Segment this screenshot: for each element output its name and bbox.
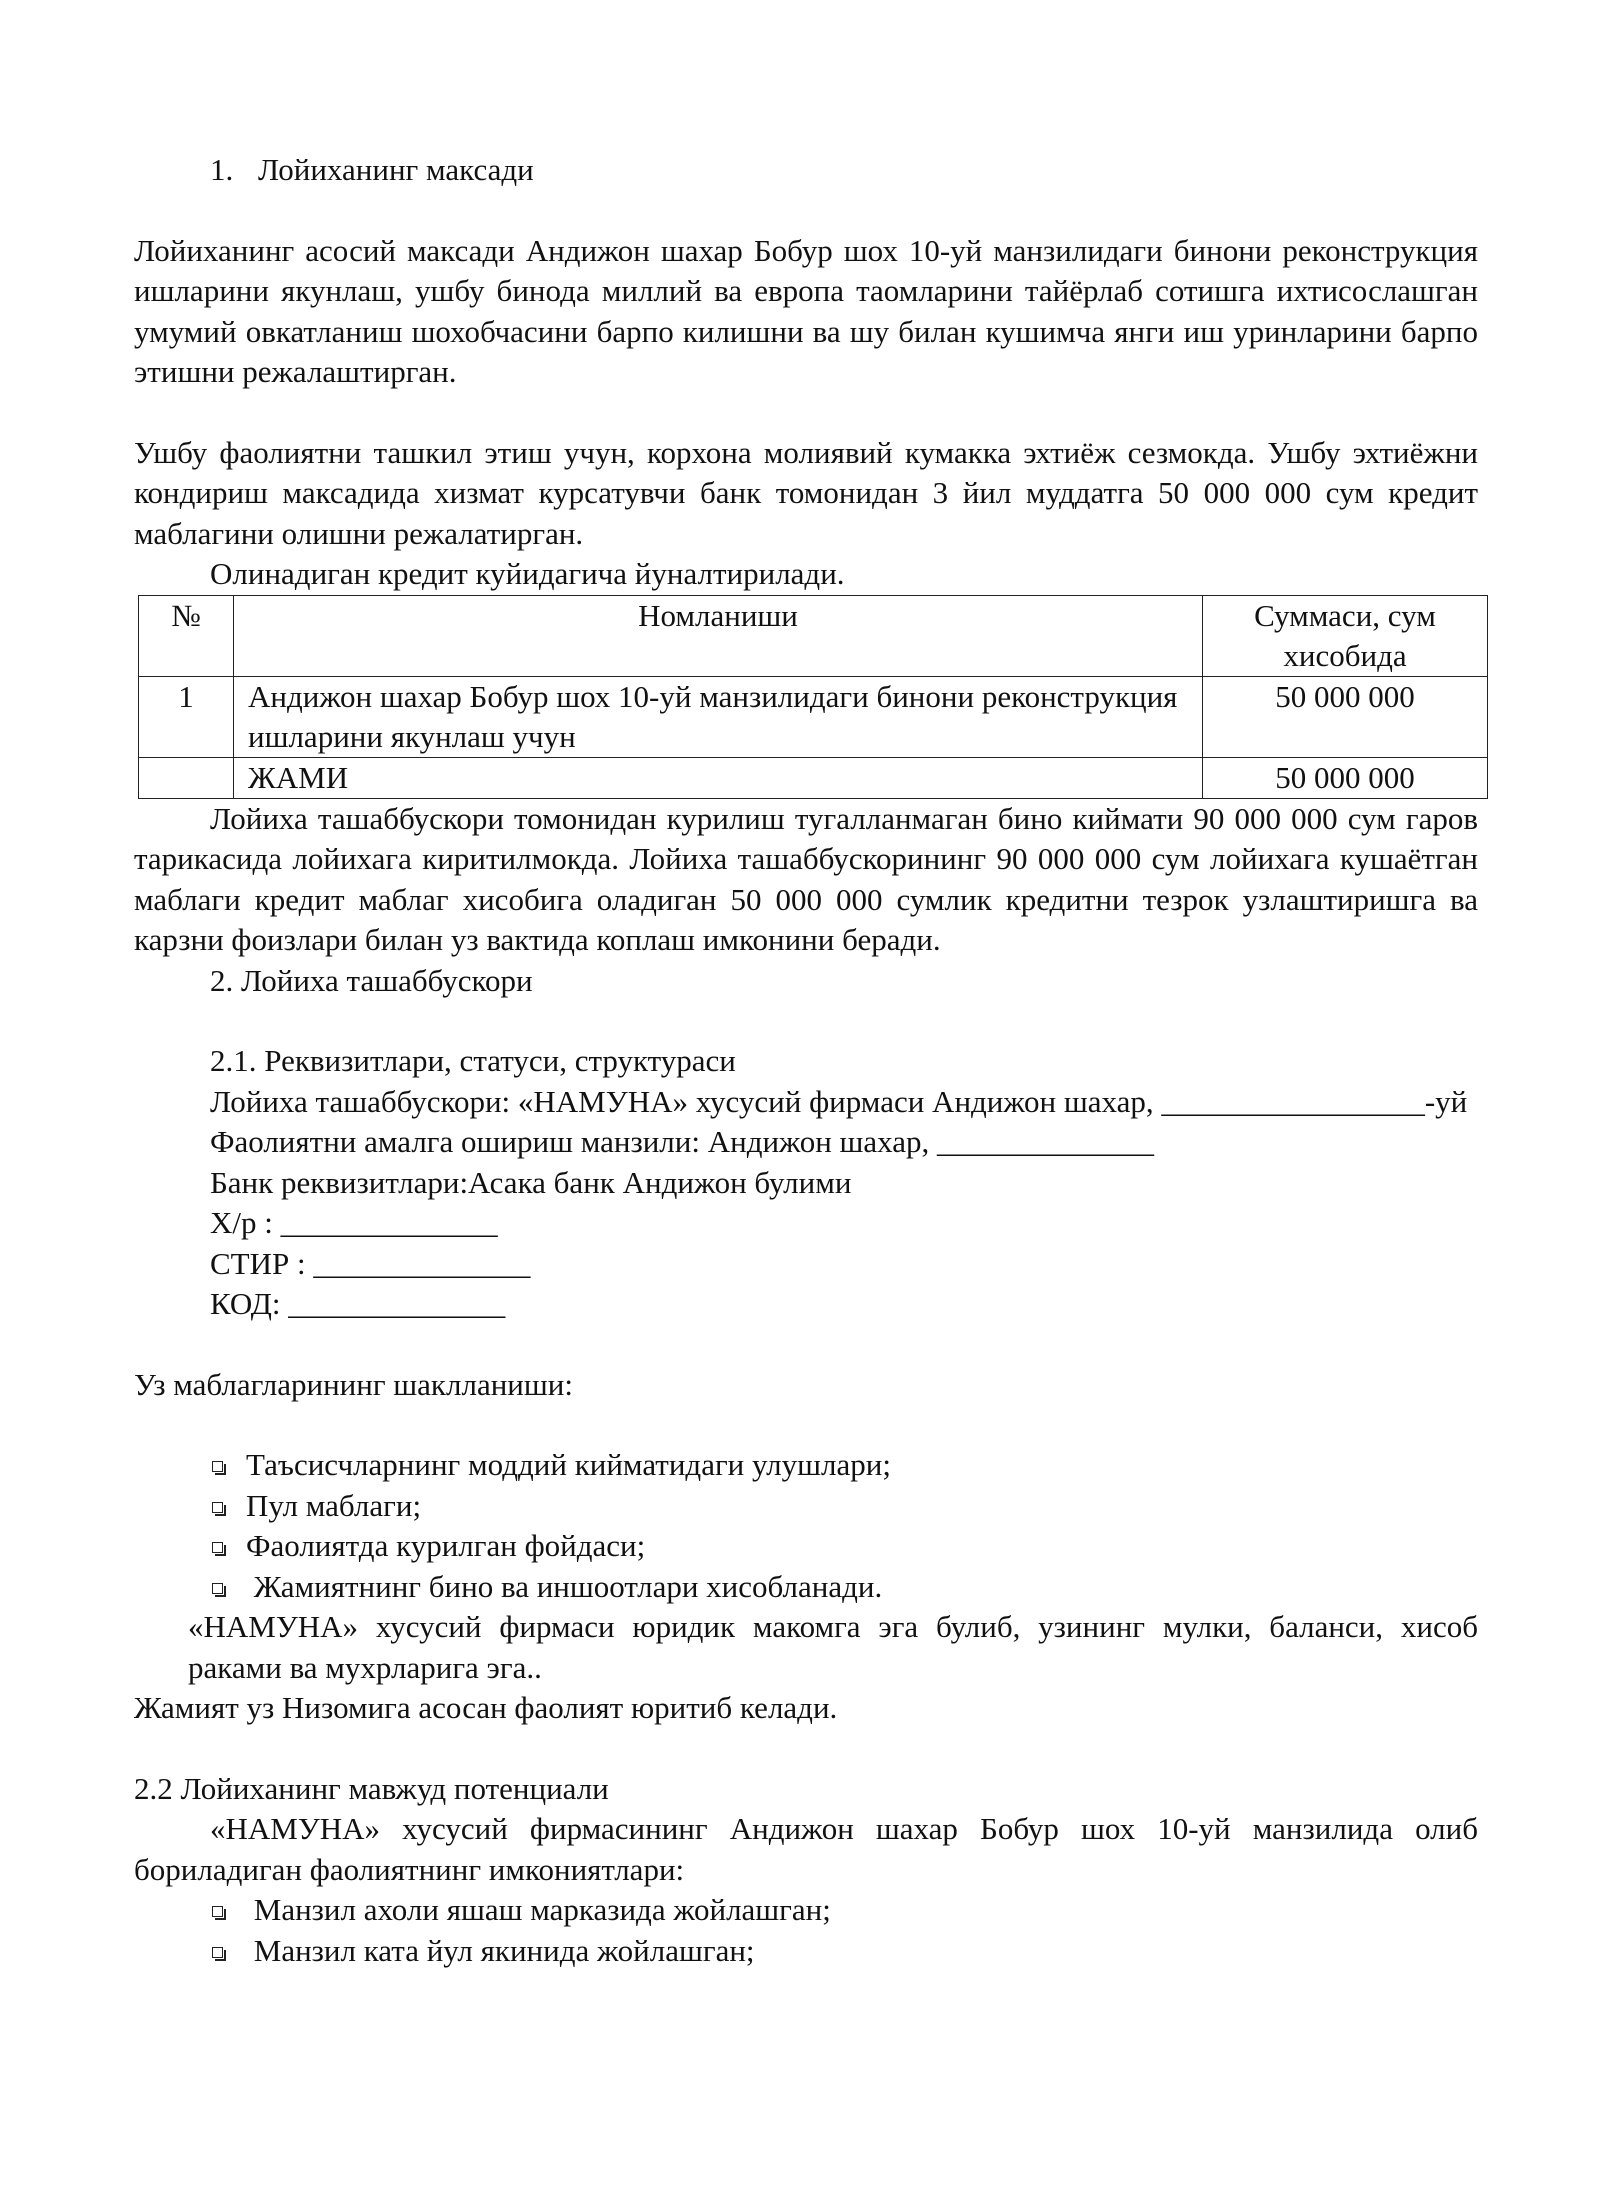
section1-paragraph-credit: Ушбу фаолиятни ташкил этиш учун, корхона молиявий кумакка эхтиёж сезмокда. Ушбу эхтиёжни кондириш максадида хизмат курсатувчи банк томонидан 3 йил муддатга 50 000 000 сум кредит маблагини олишни режалатирган. (134, 434, 1478, 551)
list-item: Таъсисчларнинг моддий кийматидаги улушлари; (210, 1445, 1478, 1486)
credit-table (138, 595, 1488, 799)
list-item: Манзил ката йул якинида жойлашган; (210, 1931, 1478, 1972)
square-bullet-icon (212, 1502, 223, 1513)
table-header-name: Номланиши (234, 595, 1203, 676)
list-item: Жамиятнинг бино ва иншоотлари хисобланади. (210, 1567, 1478, 1608)
table-total-sum: 50 000 000 (1203, 757, 1488, 798)
bank-line: Банк реквизитлари:Асака банк Андижон булими (210, 1164, 852, 1200)
funds-title: Уз маблагларининг шаклланиши: (134, 1366, 573, 1402)
square-bullet-icon (212, 1906, 223, 1917)
list-item: Манзил ахоли яшаш марказида жойлашган; (210, 1890, 1478, 1931)
stir-line: СТИР : ______________ (210, 1245, 531, 1281)
list-item: Пул маблаги; (210, 1486, 1478, 1527)
section2-1-title: 2.1. Реквизитлари, статуси, структураси (210, 1043, 736, 1078)
table-cell-name: Андижон шахар Бобур шох 10-уй манзилидаги бинони реконструкция ишларини якунлаш учун (234, 676, 1203, 757)
table-header-sum: Суммаси, сум хисобида (1203, 595, 1488, 676)
section1-title: Лойиханинг максади (258, 152, 534, 187)
table-total-row (139, 757, 1488, 798)
list-item: Фаолиятда курилган фойдаси; (210, 1526, 1478, 1567)
code-line: КОД: ______________ (210, 1286, 506, 1321)
square-bullet-icon (212, 1947, 223, 1958)
table-row (139, 676, 1488, 757)
table-total-label: ЖАМИ (234, 757, 1203, 798)
account-line: Х/р : ______________ (210, 1205, 498, 1240)
charter-line: Жамият уз Низомига асосан фаолият юритиб келади. (134, 1690, 838, 1725)
square-bullet-icon (212, 1542, 223, 1553)
table-intro: Олинадиган кредит куйидагича йуналтирилади. (210, 556, 845, 591)
section2-2-title: 2.2 Лойиханинг мавжуд потенциали (134, 1770, 609, 1806)
potential-paragraph: «НАМУНА» хусусий фирмасининг Андижон шахар Бобур шох 10-уй манзилида олиб бориладиган фаолиятнинг имкониятлари: (134, 1811, 1478, 1887)
table-cell-number: 1 (139, 676, 234, 757)
collateral-paragraph: Лойиха ташаббускори томонидан курилиш тугалланмаган бино киймати 90 000 000 сум гаров тарикасида лойихага киритилмокда. Лойиха ташаббускорининг 90 000 000 сум лойихага кушаётган маблаги кредит маблаг хисобига оладиган 50 000 000 сумлик кредитни тезрок узлаштиришга ва карзни фоизлари билан уз вактида коплаш имконини беради. (134, 800, 1478, 957)
funds-list (134, 1445, 1478, 1607)
square-bullet-icon (212, 1583, 223, 1594)
potential-list (134, 1890, 1478, 1971)
table-header-number: № (139, 595, 234, 676)
address-line: Фаолиятни амалга ошириш манзили: Андижон шахар, ______________ (210, 1124, 1155, 1159)
initiator-line: Лойиха ташаббускори: «НАМУНА» хусусий фирмаси Андижон шахар, _________________-уй (210, 1083, 1468, 1119)
firm-status-paragraph: «НАМУНА» хусусий фирмаси юридик макомга эга булиб, узининг мулки, баланси, хисоб раками ва мухрларига эга.. (188, 1609, 1478, 1685)
table-total-number (139, 757, 234, 798)
section1-paragraph-goal: Лойиханинг асосий максади Андижон шахар Бобур шох 10-уй манзилидаги бинони реконструкция ишларини якунлаш, ушбу бинода миллий ва европа таомларини тайёрлаб сотишга ихтисослашган умумий овкатланиш шохобчасини барпо килишни ва шу билан кушимча янги иш уринларини барпо этишни режалаштирган. (134, 232, 1478, 389)
square-bullet-icon (212, 1461, 223, 1472)
section1-heading (134, 150, 1478, 191)
table-header-row (139, 595, 1488, 676)
section2-title: 2. Лойиха ташаббускори (210, 962, 533, 998)
table-cell-sum: 50 000 000 (1203, 676, 1488, 757)
section1-number: 1. (210, 152, 234, 187)
